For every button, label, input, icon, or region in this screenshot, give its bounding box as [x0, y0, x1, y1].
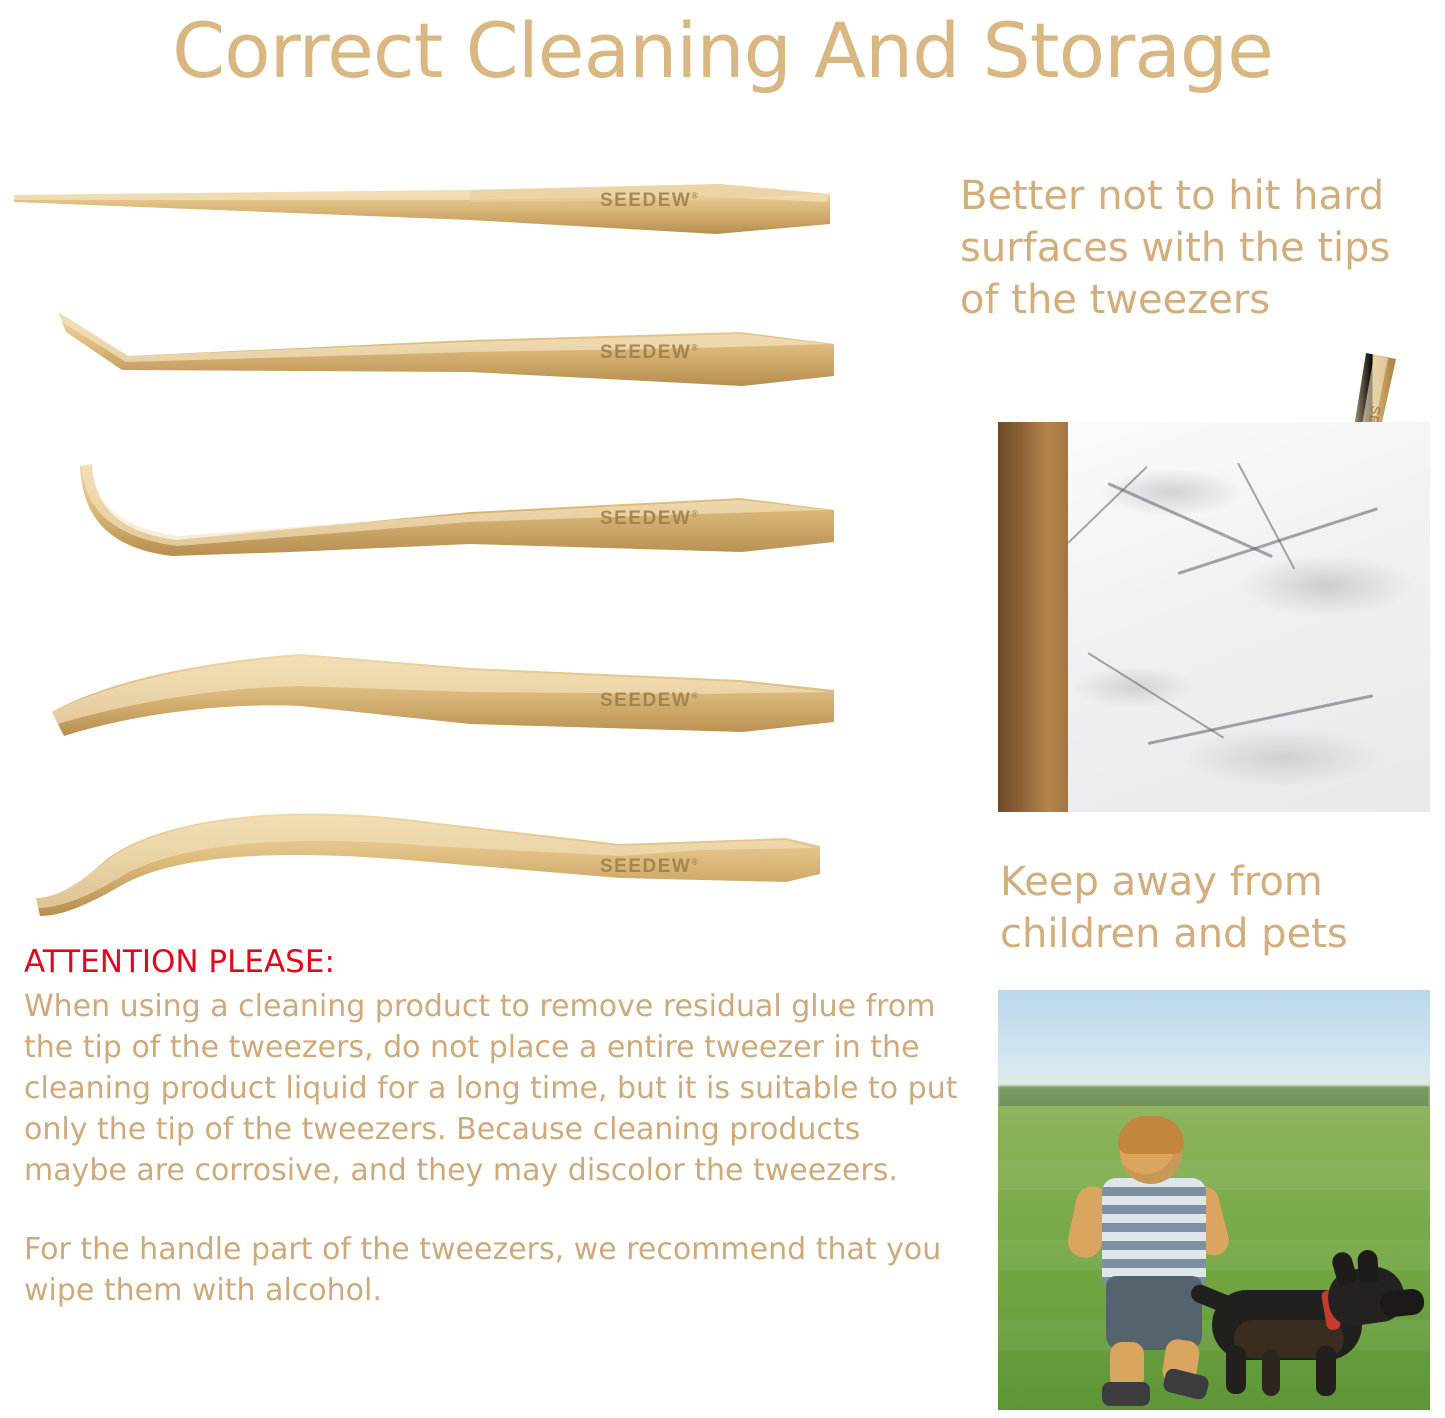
dog-leg [1226, 1346, 1246, 1394]
curved-tip-tweezer-icon [0, 450, 870, 590]
brand-label: SEEDEW® [600, 190, 700, 211]
tweezer-on-marble-photo [998, 422, 1430, 812]
attention-paragraph-1: When using a cleaning product to remove residual glue from the tip of the tweezers, do not place a entire tweezer in the cleaning product liquid for a long time, but it is suitable to put only the tip of the tweezers. Because cleaning products maybe are corrosive, and they may discolor the tweezers. [24, 989, 958, 1188]
straight-tweezer-icon [0, 150, 870, 270]
attention-block [24, 942, 964, 1311]
page-title: Correct Cleaning And Storage [172, 6, 1273, 95]
product-curved-tip-tweezer [0, 450, 870, 600]
dog-ear [1357, 1249, 1379, 1282]
child-hair [1118, 1116, 1184, 1154]
angled-tweezer-icon [0, 640, 870, 780]
child-left-shoe [1102, 1382, 1150, 1406]
child-shirt [1102, 1178, 1206, 1286]
grass-stripe [998, 1160, 1430, 1190]
attention-heading: ATTENTION PLEASE: [24, 944, 335, 980]
product-s-curve-tweezer [0, 800, 870, 950]
marble-surface [1060, 422, 1430, 812]
tweezer-product-gallery [0, 150, 940, 930]
product-straight-tweezer [0, 150, 870, 300]
wood-board-edge [998, 422, 1068, 812]
child-shorts [1106, 1276, 1202, 1350]
dog-leg [1262, 1350, 1280, 1396]
brand-label: SEEDEW® [600, 856, 700, 877]
brand-label: SEEDEW® [600, 690, 700, 711]
dog-leg [1316, 1346, 1336, 1396]
right-column [960, 170, 1430, 326]
brand-label: SEEDEW® [600, 508, 700, 529]
caption-hard-surfaces: Better not to hit hard surfaces with the tips of the tweezers [960, 173, 1391, 323]
product-angled-tweezer [0, 640, 870, 790]
attention-paragraph-2: For the handle part of the tweezers, we recommend that you wipe them with alcohol. [24, 1232, 942, 1308]
caption-keep-away: Keep away from children and pets [1000, 859, 1348, 957]
child-and-dog-photo [998, 990, 1430, 1410]
s-curve-tweezer-icon [0, 800, 870, 940]
brand-label: SEEDEW® [600, 342, 700, 363]
product-boot-tweezer [0, 298, 870, 448]
boot-tweezer-icon [0, 298, 870, 428]
